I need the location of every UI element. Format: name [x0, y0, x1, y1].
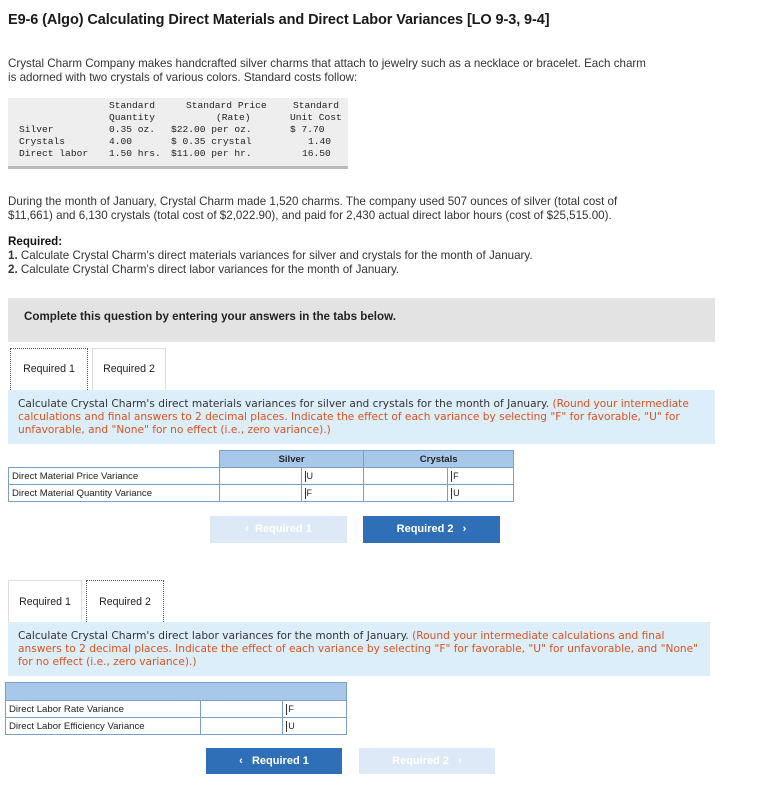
instructions-banner-text: Complete this question by entering your answers in the tabs below. [24, 310, 396, 323]
part1-next-label: Required 2 [396, 523, 454, 535]
materials-header-row [9, 451, 514, 468]
efficiency-variance-input[interactable] [200, 718, 283, 735]
part2-instruction-text: Calculate Crystal Charm's direct labor variances for the month of January. [18, 630, 409, 642]
column-silver: Silver [219, 451, 364, 468]
tab-required-1[interactable]: Required 1 [10, 348, 88, 390]
part1-instruction-text: Calculate Crystal Charm's direct materials variances for silver and crystals for the month of January. [18, 398, 550, 410]
required-item-2 [8, 263, 748, 277]
part2-prev-button[interactable] [206, 748, 342, 774]
part2-note-text: (Round your intermediate calculations and final answers to 2 decimal places. Indicate the effect of each variance by selecting "F" for favorable, "U" for unfavorable, and "None" for no effect (i.e., zero variance).) [18, 630, 699, 668]
intro-text [8, 57, 748, 85]
rate-variance-input[interactable] [200, 701, 283, 718]
materials-header-blank [9, 451, 220, 468]
crystals-price-variance-input[interactable] [364, 468, 448, 485]
silver-price-effect-value: U [306, 470, 314, 481]
crystals-quantity-variance-input[interactable] [364, 485, 448, 502]
part1-prev-label: Required 1 [254, 523, 312, 535]
page-title: E9-6 (Algo) Calculating Direct Materials and Direct Labor Variances [LO 9-3, 9-4] [8, 12, 550, 28]
part2-instructions [8, 622, 710, 676]
chevron-left-icon: ‹ [245, 523, 249, 535]
price-variance-label: Direct Material Price Variance [9, 468, 220, 485]
silver-quantity-effect-select[interactable] [301, 485, 364, 502]
row-labor-cost: 16.50 [302, 148, 331, 159]
tab-required-1-part2[interactable]: Required 1 [8, 580, 82, 622]
part1-next-button[interactable] [363, 516, 500, 543]
required-item-1-num: 1. [8, 249, 18, 262]
required-section [8, 235, 748, 277]
quantity-variance-label: Direct Material Quantity Variance [9, 485, 220, 502]
row-labor-price: $11.00 per hr. [171, 148, 252, 159]
facts-line-2: $11,661) and 6,130 crystals (total cost of $2,022.90), and paid for 2,430 actual direct labor hours (cost of $25,515.00). [8, 209, 612, 222]
table-row [9, 485, 514, 502]
row-labor-qty: 1.50 hrs. [109, 148, 161, 159]
facts-line-1: During the month of January, Crystal Charm made 1,520 charms. The company used 507 ounces of silver (total cost of [8, 195, 618, 208]
required-item-2-num: 2. [8, 263, 18, 276]
rate-variance-label: Direct Labor Rate Variance [6, 701, 201, 718]
facts-text [8, 195, 748, 223]
row-crystals-cost: 1.40 [308, 136, 332, 147]
header-std-price-2: (Rate) [216, 112, 251, 123]
column-crystals: Crystals [364, 451, 514, 468]
row-silver-qty: 0.35 oz. [109, 124, 156, 135]
crystals-quantity-effect-select[interactable] [448, 485, 514, 502]
labor-header [6, 683, 347, 701]
header-std-cost-2: Unit Cost [290, 112, 342, 123]
header-std-price-1: Standard Price [186, 100, 267, 111]
table-row [6, 701, 347, 718]
header-std-qty-1: Standard [109, 100, 156, 111]
tab-required-2[interactable]: Required 2 [92, 348, 166, 390]
part1-instructions [8, 390, 715, 444]
part2-next-button[interactable] [359, 748, 495, 774]
table-row [9, 468, 514, 485]
efficiency-effect-value: U [288, 720, 295, 731]
labor-variance-table [5, 682, 347, 735]
crystals-price-effect-select[interactable] [448, 468, 514, 485]
labor-header-row [6, 683, 347, 701]
tab-required-2-part2[interactable]: Required 2 [86, 580, 164, 622]
part1-note-text: (Round your intermediate calculations and final answers to 2 decimal places. Indicate the effect of each variance by selecting "F" for favorable, "U" for unfavorable, and "None" for no effect (i.e., zero variance).) [18, 398, 689, 436]
header-std-cost-1: Standard [293, 100, 340, 111]
instructions-banner [8, 298, 715, 342]
efficiency-variance-label: Direct Labor Efficiency Variance [6, 718, 201, 735]
silver-quantity-effect-value: F [306, 487, 313, 498]
rate-effect-value: F [288, 703, 294, 714]
required-item-1 [8, 249, 748, 263]
required-heading: Required: [8, 235, 63, 248]
chevron-right-icon: › [462, 523, 467, 535]
crystals-price-effect-value: F [453, 470, 459, 481]
row-silver-item: Silver [19, 124, 54, 135]
rate-effect-select[interactable] [283, 701, 347, 718]
required-item-2-text: Calculate Crystal Charm's direct labor variances for the month of January. [17, 263, 400, 276]
row-crystals-item: Crystals [19, 136, 66, 147]
silver-price-variance-input[interactable] [219, 468, 301, 485]
row-labor-item: Direct labor [19, 148, 89, 159]
part2-next-label: Required 2 [392, 755, 449, 767]
chevron-right-icon: › [458, 755, 462, 767]
silver-price-effect-select[interactable] [301, 468, 364, 485]
header-std-qty-2: Quantity [109, 112, 156, 123]
row-silver-cost: $ 7.70 [290, 124, 325, 135]
row-crystals-qty: 4.00 [109, 136, 133, 147]
standard-cost-table [8, 98, 348, 169]
part2-prev-label: Required 1 [251, 755, 309, 767]
part1-prev-button[interactable] [210, 516, 347, 543]
crystals-quantity-effect-value: U [453, 487, 460, 498]
row-silver-price: $22.00 per oz. [171, 124, 252, 135]
silver-quantity-variance-input[interactable] [219, 485, 301, 502]
materials-variance-table [8, 450, 514, 502]
intro-line-1: Crystal Charm Company makes handcrafted silver charms that attach to jewelry such as a necklace or bracelet. Each charm [8, 57, 646, 70]
intro-line-2: is adorned with two crystals of various colors. Standard costs follow: [8, 71, 358, 84]
table-row [6, 718, 347, 735]
required-item-1-text: Calculate Crystal Charm's direct materials variances for silver and crystals for the month of January. [17, 249, 533, 262]
chevron-left-icon: ‹ [239, 755, 243, 767]
efficiency-effect-select[interactable] [283, 718, 347, 735]
row-crystals-price: $ 0.35 crystal [171, 136, 252, 147]
